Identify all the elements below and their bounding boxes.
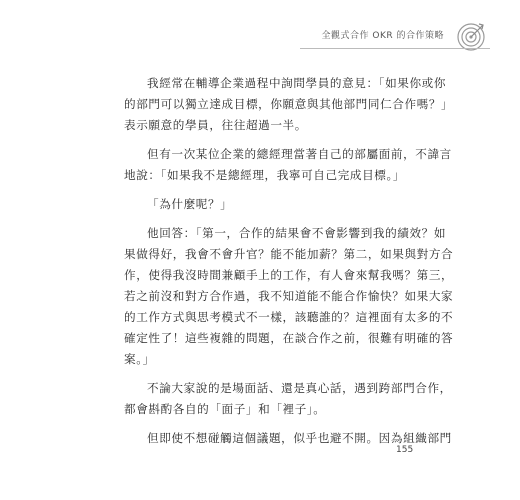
page-number: 155 (396, 445, 414, 455)
running-header (300, 22, 450, 46)
paragraph (124, 194, 402, 215)
paragraph (124, 144, 452, 186)
text-line: 地說：「如果我不是總經理，我寧可自己完成目標。」 (124, 168, 406, 182)
paragraph (124, 73, 454, 136)
text-line: 果做得好，我會不會升官？能不能加薪？第二，如果與對方合 (124, 247, 454, 261)
paragraph (124, 378, 452, 420)
text-line: 作，使得我沒時間兼顧手上的工作，有人會來幫我嗎？第三， (124, 268, 454, 282)
text-line: 我經常在輔導企業過程中詢問學員的意見：「如果你或你 (147, 76, 447, 90)
text-line: 確定性了！這些複雜的問題，在談合作之前，很難有明確的答 (124, 331, 454, 345)
paragraph (124, 428, 452, 449)
text-line: 的部門可以獨立達成目標，你願意與其他部門同仁合作嗎？」 (124, 97, 454, 111)
text-line: 案。」 (124, 352, 155, 366)
running-title: 全觀式合作 OKR 的合作策略 (321, 30, 444, 41)
text-line: 他回答：「第一，合作的結果會不會影響到我的績效？如 (147, 226, 447, 240)
text-line: 若之前沒和對方合作過，我不知道能不能合作愉快？如果大家 (124, 289, 454, 303)
text-line: 不論大家說的是場面話、還是真心話，遇到跨部門合作， (147, 381, 452, 395)
text-line: 但有一次某位企業的總經理當著自己的部屬面前，不諱言 (147, 147, 452, 161)
header-rule (300, 48, 490, 49)
text-line: 都會斟酌各自的「面子」和「裡子」。 (124, 402, 326, 416)
text-line: 的工作方式與思考模式不一樣，該聽誰的？這裡面有太多的不 (124, 310, 454, 324)
text-line: 但即使不想碰觸這個議題，似乎也避不開。因為組織部門 (147, 431, 452, 445)
paragraph (124, 223, 454, 370)
text-line: 表示願意的學員，往往超過一半。 (124, 118, 307, 132)
text-line: 「為什麼呢？」 (147, 197, 233, 211)
